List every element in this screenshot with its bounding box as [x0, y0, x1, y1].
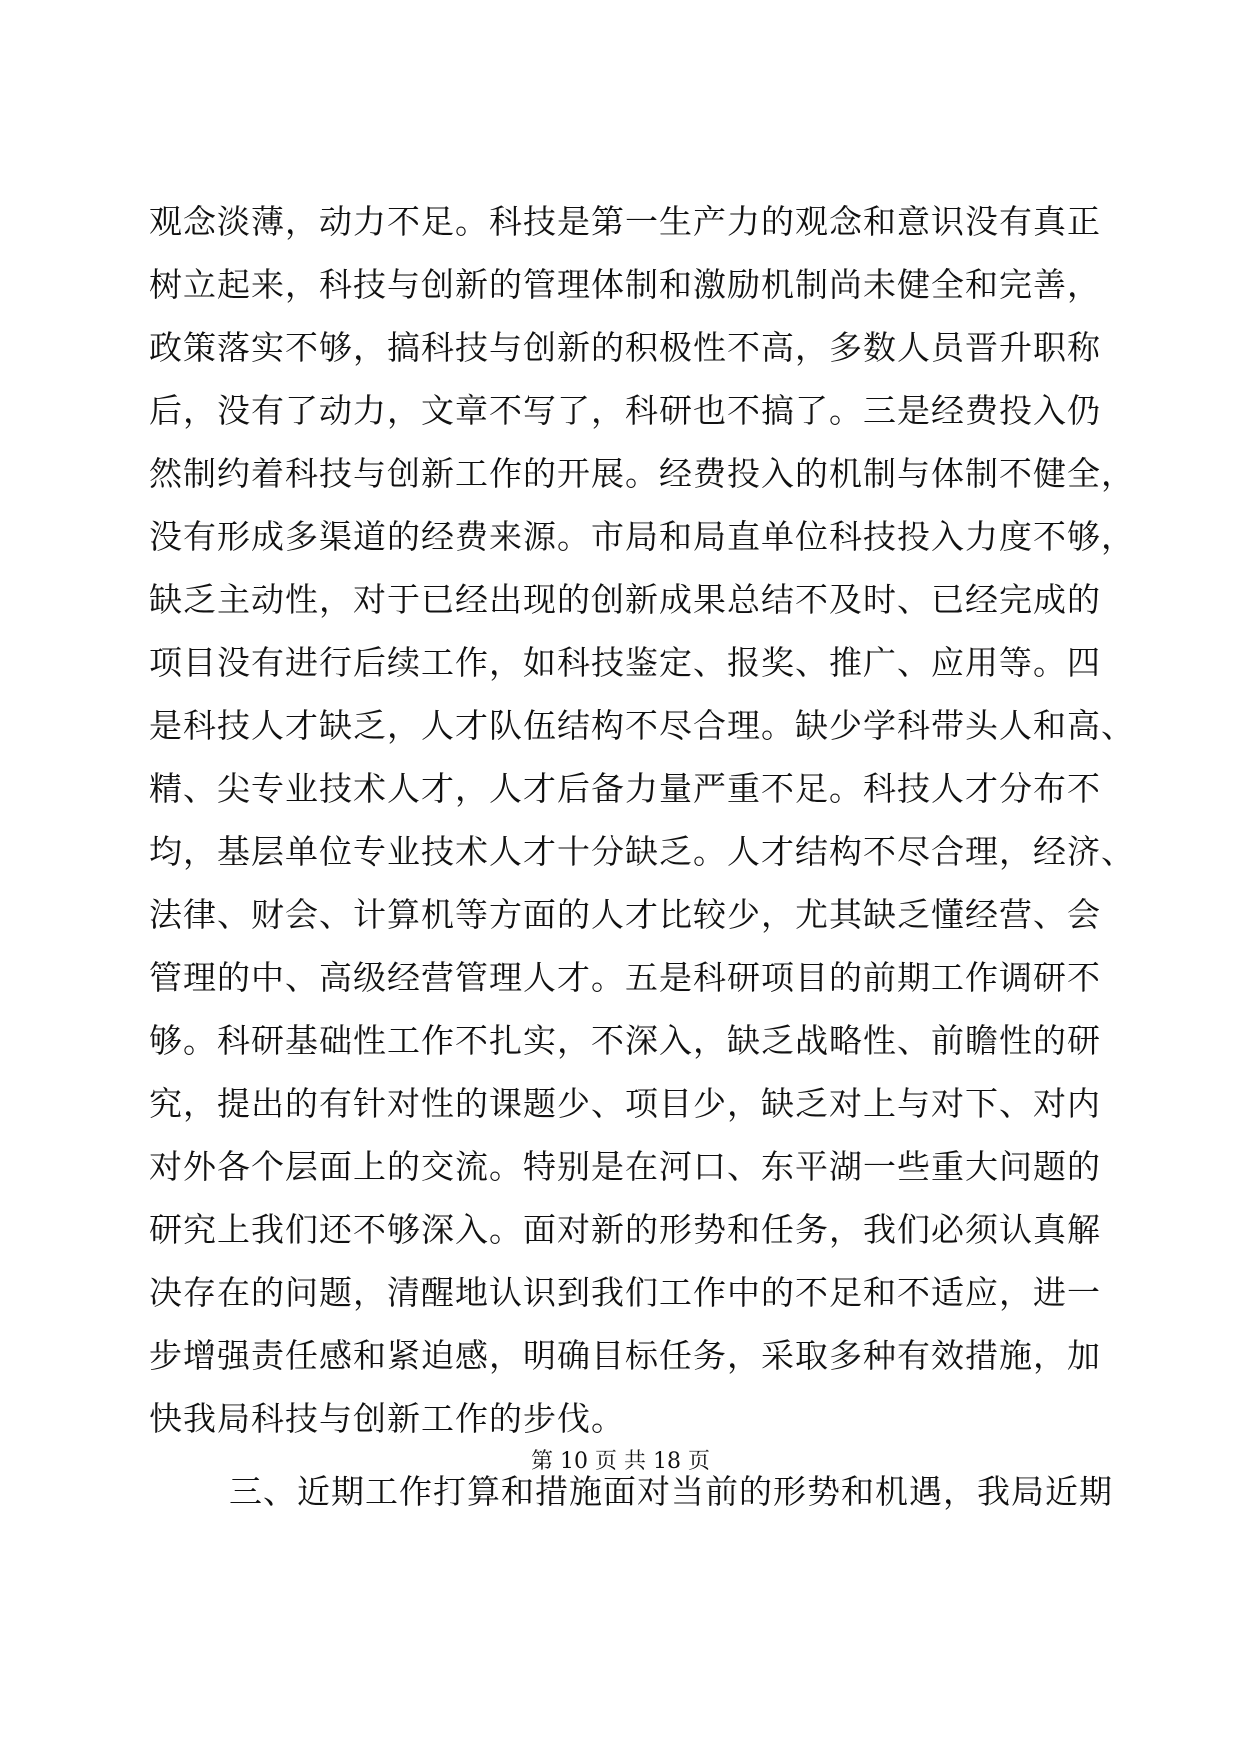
section-heading-line: 三、近期工作打算和措施面对当前的形势和机遇，我局近期 — [229, 1472, 1113, 1511]
body-text-line: 究，提出的有针对性的课题少、项目少，缺乏对上与对下、对内 — [149, 1084, 1101, 1123]
body-text-line: 观念淡薄，动力不足。科技是第一生产力的观念和意识没有真正 — [149, 202, 1101, 241]
body-text-line: 步增强责任感和紧迫感，明确目标任务，采取多种有效措施，加 — [149, 1336, 1101, 1375]
body-text-line: 是科技人才缺乏，人才队伍结构不尽合理。缺少学科带头人和高、 — [149, 706, 1135, 745]
body-text-line: 法律、财会、计算机等方面的人才比较少，尤其缺乏懂经营、会 — [149, 895, 1101, 934]
page-number-footer: 第 10 页 共 18 页 — [531, 1449, 710, 1474]
body-text-line: 项目没有进行后续工作，如科技鉴定、报奖、推广、应用等。四 — [149, 643, 1101, 682]
body-text-line: 没有形成多渠道的经费来源。市局和局直单位科技投入力度不够， — [149, 517, 1135, 556]
body-text-line: 快我局科技与创新工作的步伐。 — [149, 1399, 625, 1438]
body-text-line: 决存在的问题，清醒地认识到我们工作中的不足和不适应，进一 — [149, 1273, 1101, 1312]
body-text-line: 管理的中、高级经营管理人才。五是科研项目的前期工作调研不 — [149, 958, 1101, 997]
body-text-line: 后，没有了动力，文章不写了，科研也不搞了。三是经费投入仍 — [149, 391, 1101, 430]
body-text-line: 对外各个层面上的交流。特别是在河口、东平湖一些重大问题的 — [149, 1147, 1101, 1186]
body-text-line: 政策落实不够，搞科技与创新的积极性不高，多数人员晋升职称 — [149, 328, 1101, 367]
body-text-line: 精、尖专业技术人才，人才后备力量严重不足。科技人才分布不 — [149, 769, 1101, 808]
body-text-line: 够。科研基础性工作不扎实，不深入，缺乏战略性、前瞻性的研 — [149, 1021, 1101, 1060]
body-text-line: 研究上我们还不够深入。面对新的形势和任务，我们必须认真解 — [149, 1210, 1101, 1249]
body-text-line: 缺乏主动性，对于已经出现的创新成果总结不及时、已经完成的 — [149, 580, 1101, 619]
body-text-line: 均，基层单位专业技术人才十分缺乏。人才结构不尽合理，经济、 — [149, 832, 1135, 871]
body-text-line: 然制约着科技与创新工作的开展。经费投入的机制与体制不健全， — [149, 454, 1135, 493]
body-text-line: 树立起来，科技与创新的管理体制和激励机制尚未健全和完善， — [149, 265, 1101, 304]
